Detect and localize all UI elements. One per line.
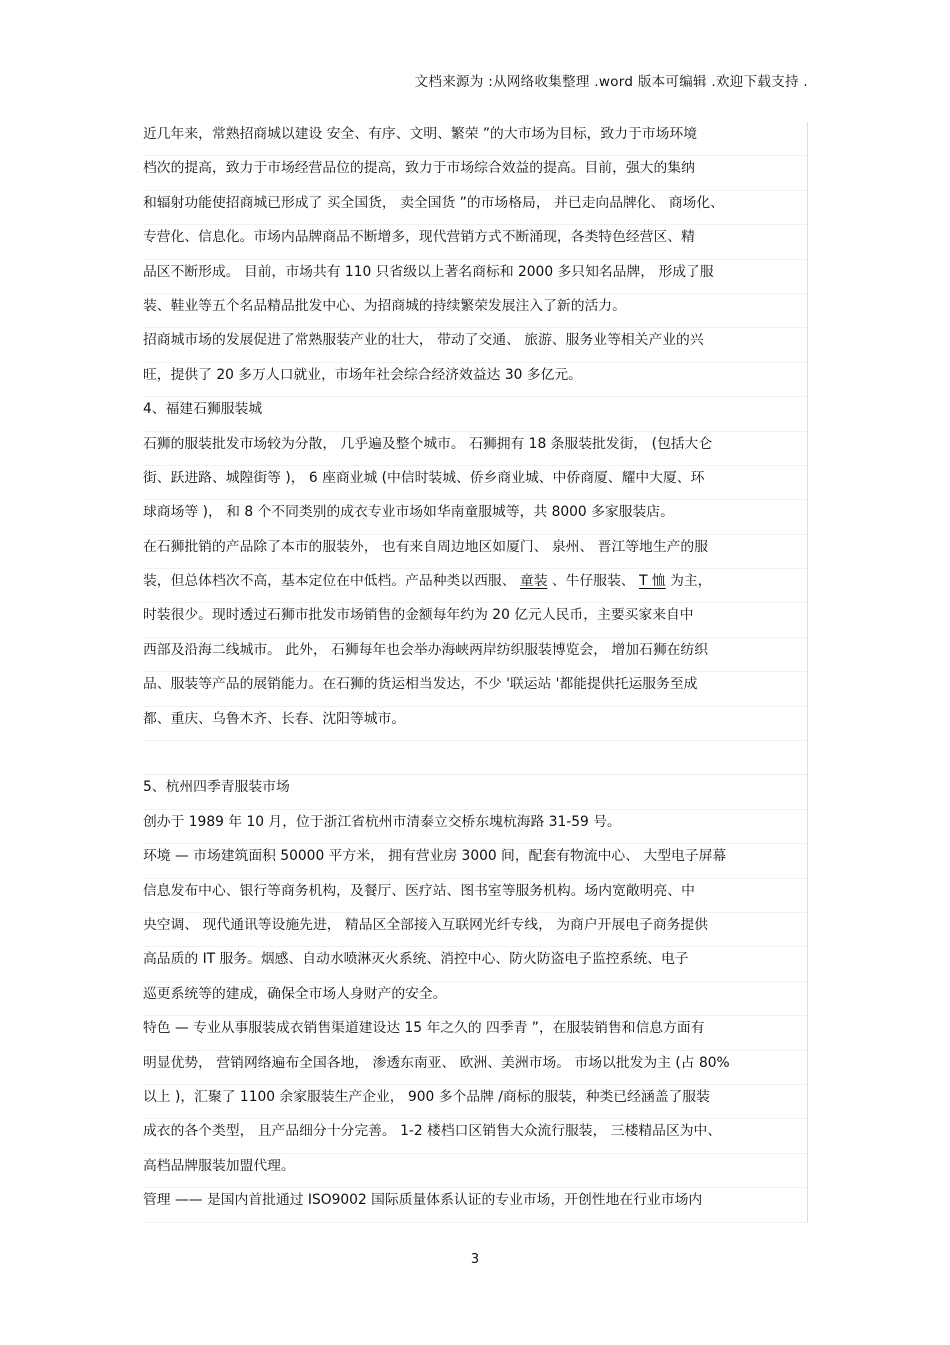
text-line: 和辐射功能使招商城已形成了 买全国货， 卖全国货 ”的市场格局， 并已走向品牌化、 商场化、 — [143, 191, 808, 225]
text-line: 招商城市场的发展促进了常熟服装产业的壮大， 带动了交通、 旅游、服务业等相关产业的兴 — [143, 328, 808, 362]
text-line: 石狮的服装批发市场较为分散， 几乎遍及整个城市。 石狮拥有 18 条服装批发街， (包括大仑 — [143, 432, 808, 466]
text-line: 近几年来，常熟招商城以建设 安全、有序、文明、繁荣 ”的大市场为目标，致力于市场环境 — [143, 122, 808, 156]
text-line: 高品质的 IT 服务。烟感、自动水喷淋灭火系统、消控中心、防火防盗电子监控系统、电子 — [143, 947, 808, 981]
text-line: 高档品牌服装加盟代理。 — [143, 1154, 808, 1188]
blank-line — [143, 741, 808, 775]
section-heading: 4、福建石狮服装城 — [143, 397, 808, 431]
text-line: 信息发布中心、银行等商务机构，及餐厅、医疗站、图书室等服务机构。场内宽敞明亮、中 — [143, 879, 808, 913]
text-line: 档次的提高，致力于市场经营品位的提高，致力于市场综合效益的提高。目前，强大的集纳 — [143, 156, 808, 190]
text-line: 成衣的各个类型， 且产品细分十分完善。 1-2 楼档口区销售大众流行服装， 三楼精品区为中、 — [143, 1119, 808, 1153]
text-line: 管理 —— 是国内首批通过 ISO9002 国际质量体系认证的专业市场，开创性地在行业市场内 — [143, 1188, 808, 1222]
text-line: 特色 — 专业从事服装成衣销售渠道建设达 15 年之久的 四季青 ”，在服装销售和信息方面有 — [143, 1016, 808, 1050]
document-body — [143, 122, 808, 1223]
text-segment: 、牛仔服装、 — [547, 573, 640, 590]
text-line: 专营化、信息化。市场内品牌商品不断增多，现代营销方式不断涌现，各类特色经营区、精 — [143, 225, 808, 259]
underlined-term: T 恤 — [639, 573, 666, 590]
text-line: 以上 )，汇聚了 1100 余家服装生产企业， 900 多个品牌 /商标的服装，种类已经涵盖了服装 — [143, 1085, 808, 1119]
document-header: 文档来源为 :从网络收集整理 .word 版本可编辑 .欢迎下载支持 . — [414, 74, 808, 90]
section-heading: 5、杭州四季青服装市场 — [143, 775, 808, 809]
text-line: 创办于 1989 年 10 月，位于浙江省杭州市清泰立交桥东塊杭海路 31-59 号。 — [143, 810, 808, 844]
text-line: 旺，提供了 20 多万人口就业，市场年社会综合经济效益达 30 多亿元。 — [143, 363, 808, 397]
text-line: 央空调、 现代通讯等设施先进， 精品区全部接入互联网光纤专线， 为商户开展电子商务提供 — [143, 913, 808, 947]
text-line: 在石狮批销的产品除了本市的服装外， 也有来自周边地区如厦门、 泉州、 晋江等地生产的服 — [143, 535, 808, 569]
text-line: 品、服装等产品的展销能力。在石狮的货运相当发达，不少 '联运站 '都能提供托运服务至成 — [143, 672, 808, 706]
text-segment: 为主， — [665, 573, 712, 590]
text-line: 环境 — 市场建筑面积 50000 平方米， 拥有营业房 3000 间，配套有物流中心、 大型电子屏幕 — [143, 844, 808, 878]
text-line: 西部及沿海二线城市。 此外， 石狮每年也会举办海峡两岸纺织服装博览会， 增加石狮在纺织 — [143, 638, 808, 672]
page-number: 3 — [470, 1252, 480, 1267]
text-line: 街、跃进路、城隍街等 )， 6 座商业城 (中信时装城、侨乡商业城、中侨商厦、耀中大厦、环 — [143, 466, 808, 500]
text-segment: 装，但总体档次不高，基本定位在中低档。产品种类以西服、 — [143, 573, 520, 590]
text-line: 装、鞋业等五个名品精品批发中心、为招商城的持续繁荣发展注入了新的活力。 — [143, 294, 808, 328]
text-line: 巡更系统等的建成，确保全市场人身财产的安全。 — [143, 982, 808, 1016]
text-line: 都、重庆、乌鲁木齐、长春、沈阳等城市。 — [143, 707, 808, 741]
text-line: 球商场等 )， 和 8 个不同类别的成衣专业市场如华南童服城等，共 8000 多家服装店。 — [143, 500, 808, 534]
text-line: 明显优势， 营销网络遍布全国各地， 渗透东南亚、 欧洲、美洲市场。 市场以批发为主 (占 80% — [143, 1051, 808, 1085]
text-line — [143, 569, 808, 603]
text-line: 时装很少。现时透过石狮市批发市场销售的金额每年约为 20 亿元人民币，主要买家来自中 — [143, 603, 808, 637]
underlined-term: 童装 — [519, 573, 548, 590]
text-line: 品区不断形成。 目前，市场共有 110 只省级以上著名商标和 2000 多只知名品牌， 形成了服 — [143, 260, 808, 294]
